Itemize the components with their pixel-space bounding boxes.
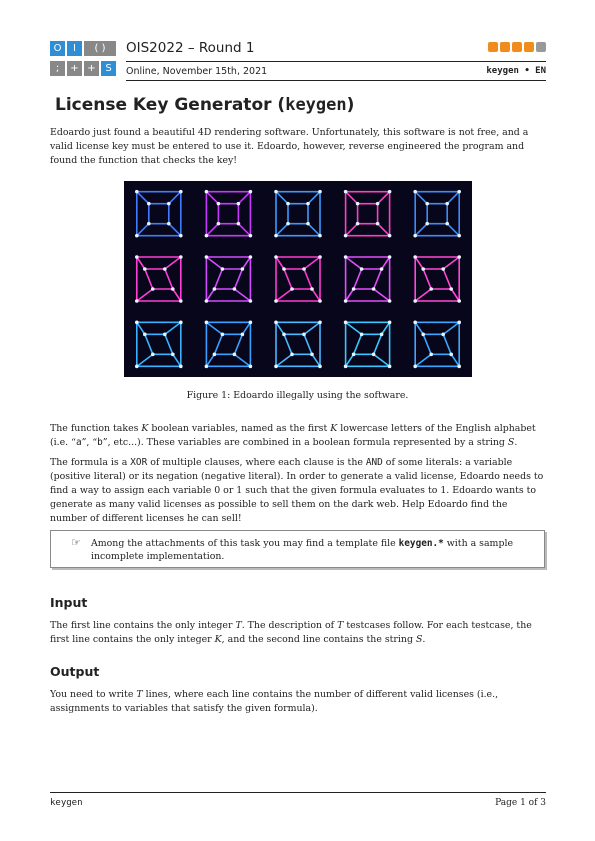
footer-task-name: keygen — [50, 798, 83, 808]
logo-cell: O — [50, 41, 65, 56]
logo-cell: ; — [50, 61, 65, 76]
tesseract-icon — [274, 321, 322, 369]
logo-cell: S — [101, 61, 116, 76]
note-text: Among the attachments of this task you may find a template file keygen.* with a sample incomplete implementation. — [91, 538, 513, 562]
logo-cell: I — [67, 41, 82, 56]
variables-paragraph: The function takes K boolean variables, named as the first K lowercase letters of the English alphabet (i.e. “a”, “b”, etc...). These variables are combined in a boolean formula represented by a string S. — [50, 423, 536, 448]
difficulty-mark-empty-icon — [536, 42, 546, 52]
difficulty-mark-icon — [524, 42, 534, 52]
intro-paragraph: Edoardo just found a beautiful 4D rendering software. Unfortunately, this software is not free, and a valid license key must be entered to use it. Edoardo, however, reverse engineered the program and found the function that checks the key! — [50, 127, 529, 166]
tesseract-icon — [205, 190, 253, 238]
tesseract-icon — [205, 321, 253, 369]
formula-paragraph: The formula is a XOR of multiple clauses, where each clause is the AND of some literals: a variable (positive literal) or its negation (negative literal). In order to generate a valid license, Edoardo needs to find a way to assign each variable 0 or 1 such that the given formula evaluates to 1. Edoardo wants to generate as many valid licenses as possible to sell them on the dark web. Help Edoardo find the number of different licenses he can sell! — [50, 457, 544, 524]
output-paragraph: You need to write T lines, where each line contains the number of different valid licenses (i.e., assignments to variables that satisfy the given formula). — [50, 689, 499, 714]
task-title: License Key Generator (keygen) — [55, 95, 355, 115]
figure-caption: Figure 1: Edoardo illegally using the software. — [186, 390, 409, 401]
tesseract-icon — [135, 321, 183, 369]
contest-subtitle: Online, November 15th, 2021 — [126, 66, 268, 77]
difficulty-mark-icon — [500, 42, 510, 52]
tesseract-icon — [413, 321, 461, 369]
tesseract-icon — [413, 190, 461, 238]
input-heading: Input — [50, 595, 88, 610]
footer-rule — [50, 792, 546, 793]
difficulty-indicator — [488, 42, 546, 52]
difficulty-mark-icon — [488, 42, 498, 52]
olympiad-logo — [50, 41, 118, 77]
logo-cell: + — [84, 61, 99, 76]
tesseract-icon — [274, 255, 322, 303]
attachment-note — [50, 530, 545, 568]
tesseract-icon — [413, 255, 461, 303]
logo-cell: + — [67, 61, 82, 76]
tesseract-icon — [135, 255, 183, 303]
tesseract-icon — [344, 190, 392, 238]
output-heading: Output — [50, 664, 100, 679]
task-code: keygen • EN — [486, 66, 546, 76]
page-number: Page 1 of 3 — [495, 798, 546, 808]
tesseract-icon — [344, 321, 392, 369]
tesseract-grid-icon — [124, 181, 472, 377]
header-rule — [126, 80, 546, 81]
tesseract-icon — [274, 190, 322, 238]
contest-title: OIS2022 – Round 1 — [126, 40, 255, 56]
pointing-hand-icon: ☞ — [71, 536, 81, 549]
input-paragraph: The first line contains the only integer T. The description of T testcases follow. For each testcase, the first line contains the only integer K, and the second line contains the string S. — [50, 620, 532, 645]
logo-cell: ( ) — [84, 41, 116, 56]
header-rule — [126, 61, 546, 62]
tesseract-icon — [344, 255, 392, 303]
tesseract-icon — [135, 190, 183, 238]
tesseract-figure — [124, 181, 472, 377]
tesseract-icon — [205, 255, 253, 303]
difficulty-mark-icon — [512, 42, 522, 52]
